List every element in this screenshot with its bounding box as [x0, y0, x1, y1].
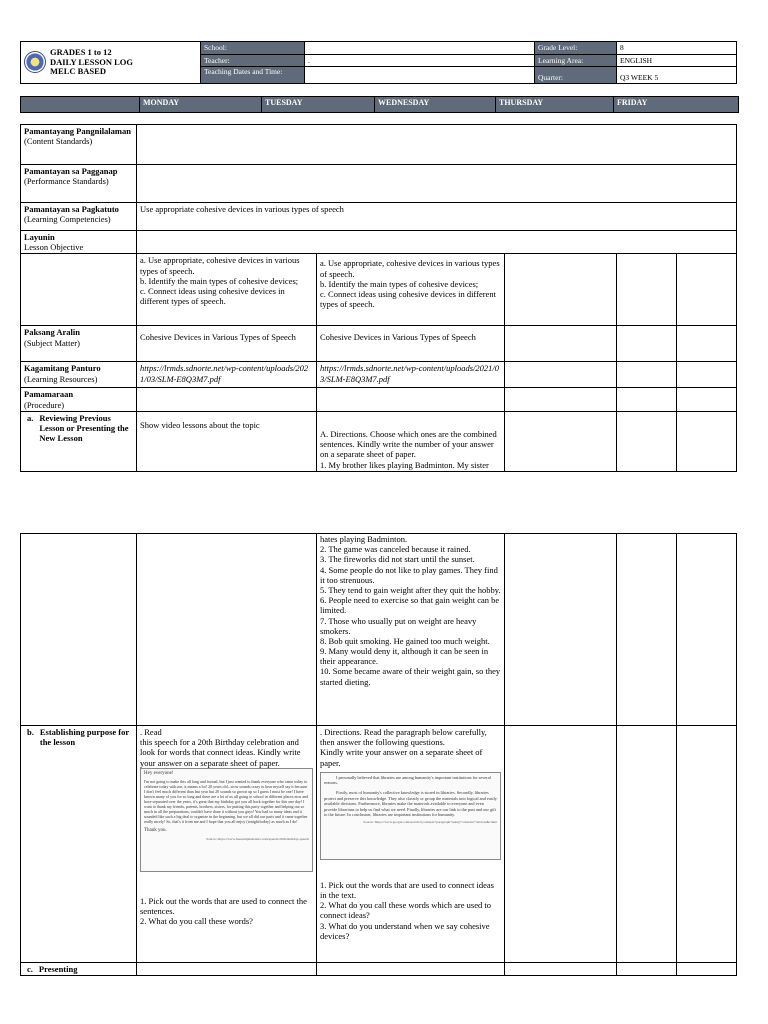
content-standards-label: Pamantayang Pangnilalaman (Content Standards)	[21, 125, 137, 165]
procedure-label: Pamamaraan (Procedure)	[21, 388, 137, 411]
grade-level-label: Grade Level:	[535, 42, 617, 55]
proc-b-wednesday	[505, 726, 617, 963]
learning-resources-label: Kagamitang Panturo (Learning Resources)	[21, 362, 137, 388]
deped-seal-icon	[24, 51, 46, 73]
header-title-cell	[21, 42, 201, 84]
objectives-thursday	[617, 254, 677, 326]
lesson-objective-label: Layunin Lesson Objective	[21, 231, 137, 254]
proc-a-cont-tuesday: hates playing Badminton. 2. The game was canceled because it rained. 3. The fireworks did not start until the sunset. 4. Some people do not like to play games. They find it too strenuous. 5. They tend to gain weight after they quit the hobby. 6. People need to exercise so that gain weight can be limited. 7. Those who usually put on weight are heavy smokers. 8. Bob quit smoking. He gained too much weight. 9. Many would deny it, although it can be seen in their appearance. 10. Some became aware of their weight gain, so they started dieting.	[317, 534, 505, 726]
lesson-objective-header-value	[137, 231, 737, 254]
day-monday: MONDAY	[140, 97, 262, 113]
proc-a-label	[21, 411, 137, 471]
proc-b-label	[21, 726, 137, 963]
proc-b-monday	[137, 726, 317, 963]
proc-b-letter: b.	[27, 727, 34, 737]
learning-resources-monday-link[interactable]: https://lrmds.sdnorte.net/wp-content/uploads/2021/03/SLM-E8Q3M7.pdf	[137, 362, 317, 388]
proc-c-wednesday	[505, 963, 617, 976]
libraries-paragraph-image	[320, 772, 501, 860]
libraries-p2: Firstly, most of humanity's collective knowledge is stored in libraries. Secondly, libraries protect and preserve this knowledge. They also classify or group the materials into logical and easily available divisions. Furthermore, libraries make the materials available to everyone and even provide librarians to help us find what we need. Finally, libraries are our link to the past and our gift to the future. In conclusion, libraries are important institutions for humanity.	[324, 790, 497, 817]
proc-a-tuesday: A. Directions. Choose which ones are the combined sentences. Kindly write the number of your answer on a separate sheet of paper. 1. My brother likes playing Badminton. My sister	[317, 411, 505, 471]
proc-b-tuesday-questions: 1. Pick out the words that are used to connect ideas in the text. 2. What do you call these words which are used to connect ideas? 3. What do you understand when we say cohesive devices?	[320, 879, 494, 941]
procedure-thursday	[617, 388, 677, 411]
header-table	[20, 41, 737, 84]
grade-level-value: 8	[617, 42, 737, 55]
objectives-wednesday	[505, 254, 617, 326]
header-title-line-2: DAILY LESSON LOG	[50, 56, 133, 67]
libraries-p1: I personally believed that libraries are among humanity's important institutions for several reasons.	[324, 774, 491, 786]
teacher-label: Teacher:	[201, 55, 305, 67]
teaching-dates-label: Teaching Dates and Time:	[201, 67, 305, 84]
lesson-log-table-page-1	[20, 124, 737, 472]
proc-a-text: Reviewing Previous Lesson or Presenting the New Lesson	[39, 412, 129, 444]
proc-a-wednesday	[505, 411, 617, 471]
proc-b-friday	[677, 726, 737, 963]
content-standards-value[interactable]	[137, 125, 737, 165]
learning-competencies-label: Pamantayan sa Pagkatuto (Learning Competencies)	[21, 203, 137, 231]
school-field[interactable]	[305, 42, 535, 55]
performance-standards-label: Pamantayan sa Pagganap (Performance Standards)	[21, 165, 137, 203]
subject-matter-monday: Cohesive Devices in Various Types of Speech	[137, 326, 317, 362]
libraries-source: Source: https://www.google.com/search?q=sample+paragraph+using+cohesive+devices&client	[363, 820, 497, 825]
speech-source: Source: https://www.freesamplesletters.com/speech/20th-birthday-speech	[206, 837, 309, 842]
header-title-line-3: MELC BASED	[50, 66, 106, 77]
objectives-monday: a. Use appropriate, cohesive devices in various types of speech. b. Identify the main types of cohesive devices; c. Connect ideas using cohesive devices in different types of speech.	[137, 254, 317, 326]
proc-b-text: Establishing purpose for the lesson	[39, 727, 129, 748]
subject-matter-wednesday	[505, 326, 617, 362]
day-tuesday: TUESDAY	[262, 97, 375, 113]
subject-matter-friday	[677, 326, 737, 362]
objectives-tuesday: a. Use appropriate, cohesive devices in various types of speech. b. Identify the main types of cohesive devices; c. Connect ideas using cohesive devices in different types of speech.	[317, 254, 505, 326]
proc-c-tuesday	[317, 963, 505, 976]
proc-c-friday	[677, 963, 737, 976]
proc-c-thursday	[617, 963, 677, 976]
subject-matter-tuesday: Cohesive Devices in Various Types of Speech	[317, 326, 505, 362]
subject-matter-label: Paksang Aralin (Subject Matter)	[21, 326, 137, 362]
procedure-wednesday	[505, 388, 617, 411]
objectives-friday	[677, 254, 737, 326]
proc-a-friday	[677, 411, 737, 471]
proc-b-monday-questions: 1. Pick out the words that are used to connect the sentences. 2. What do you call these words?	[140, 895, 307, 927]
proc-a-letter: a.	[27, 412, 34, 423]
day-thursday: THURSDAY	[496, 97, 614, 113]
day-friday: FRIDAY	[614, 97, 739, 113]
learning-resources-wednesday	[505, 362, 617, 388]
proc-c-monday	[137, 963, 317, 976]
proc-a-monday: Show video lessons about the topic	[137, 411, 317, 471]
proc-b-tuesday-intro: . Directions. Read the paragraph below carefully, then answer the following questions. Kindly write your answer on a separate sheet of paper.	[320, 727, 487, 768]
learning-resources-tuesday-link[interactable]: https://lrmds.sdnorte.net/wp-content/uploads/2021/03/SLM-E8Q3M7.pdf	[317, 362, 505, 388]
birthday-speech-image	[140, 768, 313, 872]
teacher-field[interactable]: .	[305, 55, 535, 67]
header-title-line-1: GRADES 1 to 12	[50, 46, 112, 57]
proc-b-tuesday	[317, 726, 505, 963]
lesson-log-table-page-2	[20, 533, 737, 976]
proc-a-cont-label	[21, 534, 137, 726]
days-bar-corner	[21, 97, 140, 113]
procedure-monday	[137, 388, 317, 411]
days-bar	[20, 96, 739, 113]
learning-area-label: Learning Area:	[535, 55, 617, 67]
teaching-dates-field[interactable]	[305, 67, 535, 84]
learning-resources-friday	[677, 362, 737, 388]
school-label: School:	[201, 42, 305, 55]
subject-matter-thursday	[617, 326, 677, 362]
learning-area-value: ENGLISH	[617, 55, 737, 67]
proc-a-cont-thursday	[617, 534, 677, 726]
proc-b-thursday	[617, 726, 677, 963]
proc-a-cont-wednesday	[505, 534, 617, 726]
proc-a-cont-monday	[137, 534, 317, 726]
proc-a-thursday	[617, 411, 677, 471]
objectives-label-empty	[21, 254, 137, 326]
speech-body: I'm not going to make this all long and formal, but I just wanted to thank everyone who came today to celebrate today with me, it means a lot! 20 years old...wow sounds crazy to hear myself say it because I don't feel much different than last year but 20 sounds so grown up so I guess I must be one! I have known many of you for so long and there are a lot of us all going to school in different places now and have separated over the years, it's great that my birthday got you all back together for this one day! I want to thank my friends, parents, brothers, sisters, for putting this party together and helping out so much in all the preparations, couldn't have done it without you guys! You had so many ideas and it sounded like such a big deal to organize in the beginning, but we all did our parts and it came together really nicely! So, that's it from me and I hope that you all enjoy (tonight/today) as much as I do!	[144, 779, 309, 824]
speech-greeting: Hey everyone!	[144, 770, 174, 776]
quarter-value: Q3 WEEK 5	[617, 67, 737, 84]
learning-competencies-value: Use appropriate cohesive devices in various types of speech	[137, 203, 737, 231]
procedure-friday	[677, 388, 737, 411]
speech-thanks: Thank you.	[144, 828, 167, 833]
procedure-tuesday	[317, 388, 505, 411]
quarter-label: Quarter:	[535, 67, 617, 84]
learning-resources-thursday	[617, 362, 677, 388]
proc-c-label	[21, 963, 137, 976]
day-wednesday: WEDNESDAY	[375, 97, 496, 113]
proc-c-letter: c.	[27, 964, 33, 974]
proc-c-text: Presenting	[38, 964, 78, 974]
proc-b-monday-intro: . Read this speech for a 20th Birthday celebration and look for words that connect ideas. Kindly write your answer on a separate sheet of paper.	[140, 727, 301, 768]
proc-a-cont-friday	[677, 534, 737, 726]
performance-standards-value[interactable]	[137, 165, 737, 203]
